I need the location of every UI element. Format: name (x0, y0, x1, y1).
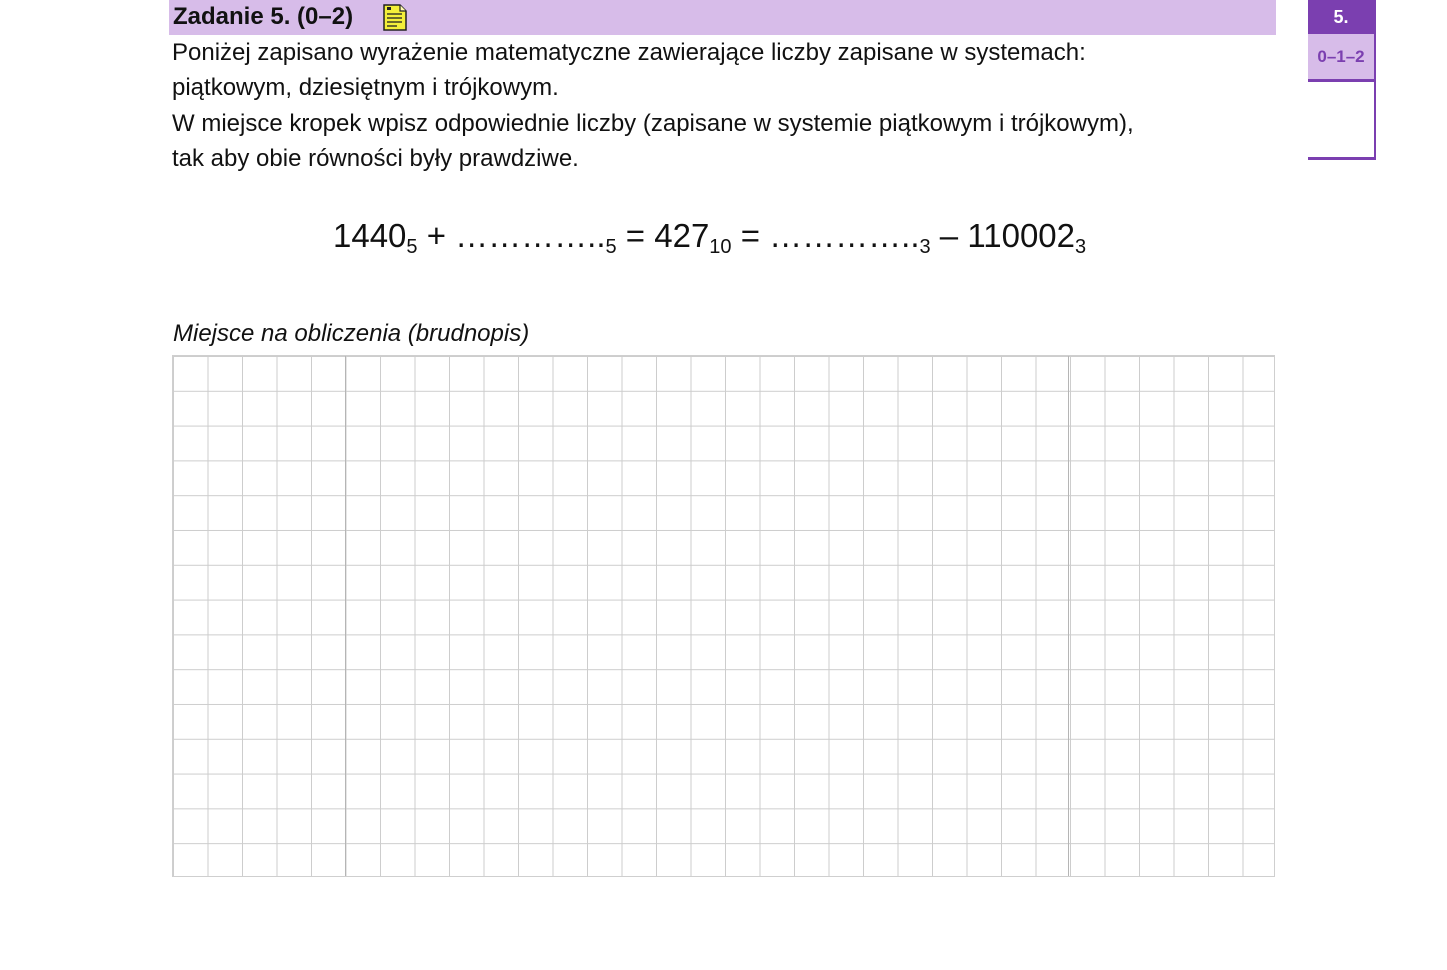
equals-sign: = (731, 217, 770, 254)
number-base3: 110002 (967, 217, 1075, 254)
draft-grid[interactable] (172, 355, 1275, 877)
note-icon[interactable] (382, 2, 408, 32)
task-header (169, 0, 1276, 35)
task-instructions (172, 35, 1282, 176)
instruction-line: Poniżej zapisano wyrażenie matematyczne zawierające liczby zapisane w systemach: (172, 39, 1086, 66)
grid-major-line (1068, 356, 1069, 876)
task-title: Zadanie 5. (0–2) (173, 3, 354, 30)
base-subscript: 10 (709, 236, 732, 258)
instruction-line: piątkowym, dziesiętnym i trójkowym. (172, 74, 559, 102)
draft-label: Miejsce na obliczenia (brudnopis) (173, 320, 530, 347)
plus-operator: + (417, 217, 456, 254)
base-subscript: 3 (919, 236, 931, 258)
base-subscript: 5 (406, 236, 418, 258)
score-box (1308, 0, 1376, 160)
number-base10: 427 (654, 217, 710, 254)
answer-blank-base5[interactable]: ………….. (455, 217, 606, 254)
answer-blank-base3[interactable]: ………….. (769, 217, 920, 254)
score-points[interactable]: 0–1–2 (1308, 34, 1374, 82)
equation (333, 212, 1086, 260)
score-task-number: 5. (1308, 0, 1374, 34)
grid-major-line (345, 356, 346, 876)
instruction-line: tak aby obie równości były prawdziwe. (172, 144, 579, 172)
equals-sign: = (616, 217, 655, 254)
number-base5: 1440 (333, 217, 407, 254)
minus-operator: – (930, 217, 968, 254)
instruction-line: W miejsce kropek wpisz odpowiednie liczby (zapisane w systemie piątkowym i trójkowym), (172, 109, 1134, 137)
base-subscript: 5 (605, 236, 617, 258)
base-subscript: 3 (1075, 236, 1087, 258)
